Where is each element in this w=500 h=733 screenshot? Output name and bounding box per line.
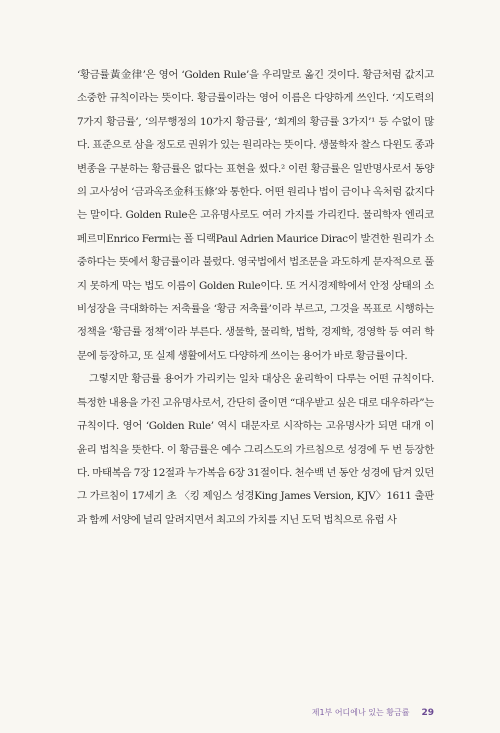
- paragraph-1: ‘황금률黃金律’은 영어 ‘Golden Rule’을 우리말로 옮긴 것이다. 황금처럼 값지고 소중한 규칙이라는 뜻이다. 황금률이라는 영어 이름은 다양하게 쓰인다. ‘지도력의 7가지 황금률’, ‘의무행정의 10가지 황금률’, ‘회계의 황금률 3가지’¹ 등 수없이 많다. 표준으로 삼을 정도로 권위가 있는 원리라는 뜻이다. 생물학자 찰스 다윈도 종과 변종을 구분하는 황금률은 없다는 표현을 썼다.² 이런 황금률은 일반명사로서 동양의 고사성어 ‘금과옥조金科玉條’와 통한다. 어떤 원리나 법이 금이나 옥처럼 값지다는 말이다. Golden Rule은 고유명사로도 여러 가지를 가리킨다. 물리학자 엔리코 페르미Enrico Fermi는 폴 디랙Paul Adrien Maurice Dirac이 발견한 원리가 소중하다는 뜻에서 황금률이라 불렀다. 영국법에서 법조문을 과도하게 문자적으로 풀지 못하게 막는 법도 이름이 Golden Rule이다. 또 거시경제학에서 안정 상태의 소비성장을 극대화하는 저축률을 ‘황금 저축률’이라 부르고, 그것을 목표로 시행하는 정책을 ‘황금률 정책’이라 부른다. 생물학, 물리학, 법학, 경제학, 경영학 등 여러 학문에 등장하고, 또 실제 생활에서도 다양하게 쓰이는 용어가 바로 황금률이다.: [77, 69, 434, 362]
- body-text: [77, 64, 434, 532]
- page-number: 29: [421, 708, 434, 718]
- page-footer: [312, 707, 434, 718]
- running-title: 제1부 어디에나 있는 황금률: [311, 708, 410, 717]
- paragraph-2: 그렇지만 황금률 용어가 가리키는 일차 대상은 윤리학이 다루는 어떤 규칙이다. 특정한 내용을 가진 고유명사로서, 간단히 줄이면 “대우받고 싶은 대로 대우하라”는 규칙이다. 영어 ‘Golden Rule’ 역시 대문자로 시작하는 고유명사가 되면 대개 이 윤리 법칙을 뜻한다. 이 황금률은 예수 그리스도의 가르침으로 성경에 두 번 등장한다. 마태복음 7장 12절과 누가복음 6장 31절이다. 천수백 년 동안 성경에 담겨 있던 그 가르침이 17세기 초 〈킹 제임스 성경King James Version, KJV〉1611 출판과 함께 서양에 널리 알려지면서 최고의 가치를 지닌 도덕 법칙으로 유럽 사: [77, 373, 434, 526]
